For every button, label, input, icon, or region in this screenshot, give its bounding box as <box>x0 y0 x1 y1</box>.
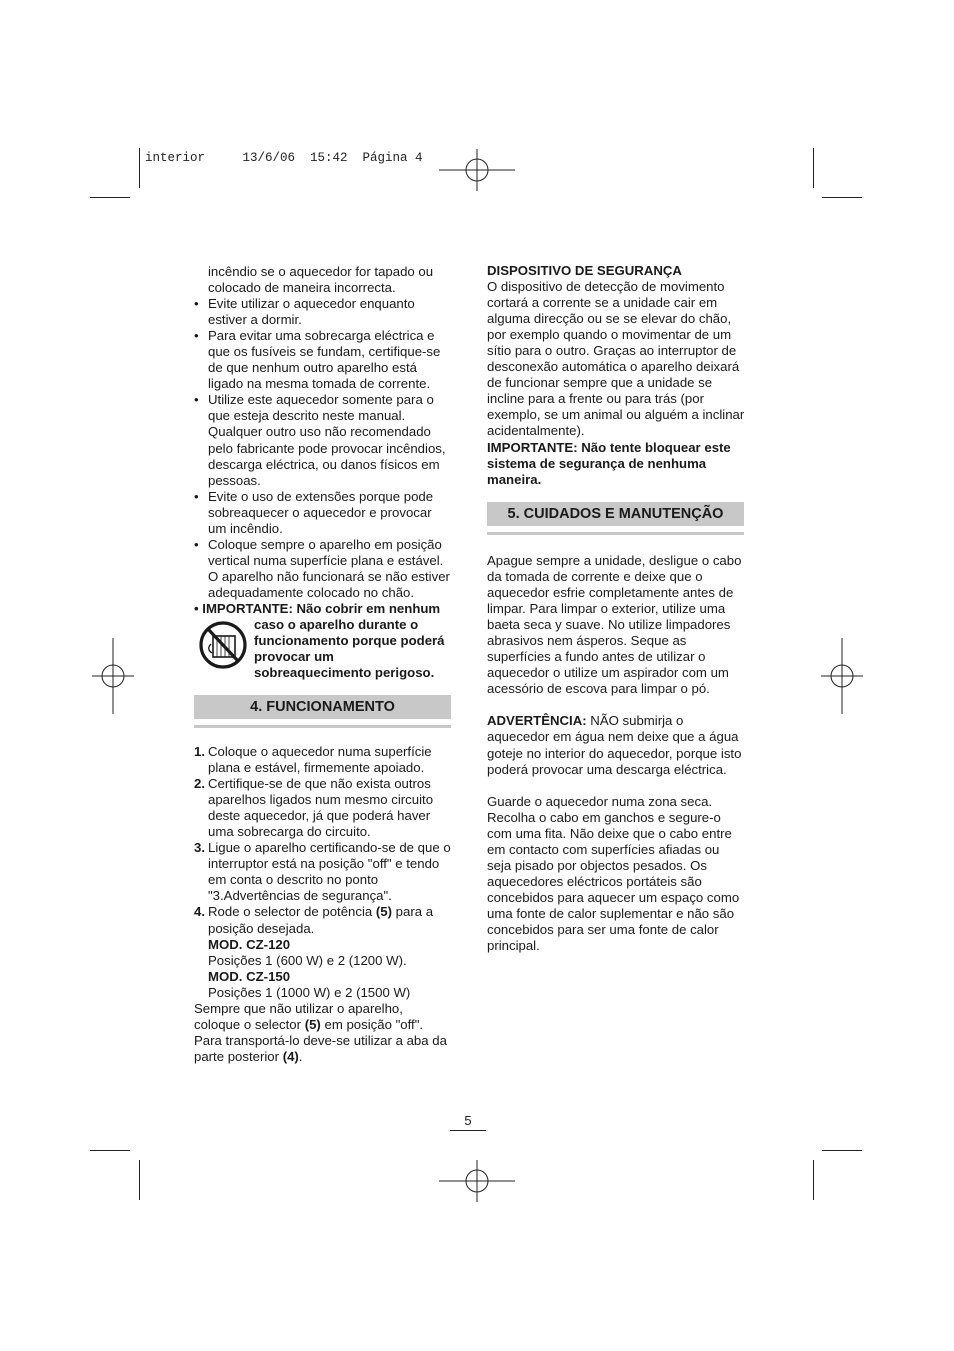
registration-mark-top <box>437 149 517 191</box>
text-line: caso o aparelho durante o <box>254 617 419 633</box>
text-line: sobreaquecer o aquecedor e provocar <box>208 504 432 520</box>
step-number: 1. <box>194 744 205 759</box>
text-line: de que nenhum outro aparelho está <box>208 360 417 376</box>
text-line: concebidos para ser uma fonte de calor <box>487 921 719 937</box>
registration-mark-bottom <box>437 1160 517 1202</box>
crop-mark <box>139 1160 140 1200</box>
text-line: incline para a frente ou para trás (por <box>487 391 704 407</box>
text-line: pessoas. <box>208 472 261 488</box>
text-line: cortará a corrente se a unidade cair em <box>487 295 718 311</box>
text-line: por exemplo quando o movimentar de um <box>487 327 732 343</box>
list-item <box>194 489 456 537</box>
text-line: em contacto com superfícies afiadas ou <box>487 841 720 857</box>
text-line: principal. <box>487 938 540 954</box>
text-line: • Para evitar uma sobrecarga eléctrica e <box>208 328 435 344</box>
text-line: aquecedores eléctricos portáteis são <box>487 873 702 889</box>
step-number: 4. <box>194 904 205 920</box>
crop-mark <box>822 1150 862 1151</box>
text-line: maneira. <box>487 471 542 487</box>
text-line: sobreaquecimento perigoso. <box>254 665 435 681</box>
text-line: plana e estável, firmemente apoiado. <box>208 760 425 776</box>
text-line: superfícies a fundo antes de utilizar o <box>487 649 706 665</box>
section-5-rule <box>487 532 744 535</box>
text-line: IMPORTANTE: Não tente bloquear este <box>487 439 731 455</box>
text-line: aparelhos ligados num mesmo circuito <box>208 792 434 808</box>
step-number: 3. <box>194 840 205 856</box>
text-line: Sempre que não utilizar o aparelho, <box>194 1000 403 1016</box>
text-line: • Coloque sempre o aparelho em posição <box>208 536 442 552</box>
subsection-heading: DISPOSITIVO DE SEGURANÇA <box>487 263 682 278</box>
text-line: em conta o descrito no ponto <box>208 872 379 888</box>
text-line: Certifique-se de que não exista outros <box>208 776 431 792</box>
text-line: pelo fabricante pode provocar incêndios, <box>208 440 446 456</box>
text-line: colocado de maneira incorrecta. <box>208 280 396 296</box>
text-line: posição desejada. <box>208 920 315 936</box>
text-line: goteje no interior do aquecedor, porque isto <box>487 745 742 761</box>
text-line: um incêndio. <box>208 520 283 536</box>
text-line: vertical numa superfície plana e estável. <box>208 552 444 568</box>
text-line: interruptor está na posição "off" e tendo <box>208 856 440 872</box>
text-line: Posições 1 (1000 W) e 2 (1500 W) <box>208 984 411 1000</box>
text-line: sistema de segurança de nenhuma <box>487 455 707 471</box>
left-column <box>194 264 456 681</box>
text-line: adequadamente colocado no chão. <box>208 584 415 600</box>
list-item <box>194 296 456 328</box>
text-line: • Evite utilizar o aquecedor enquanto <box>208 296 415 312</box>
list-item <box>194 392 456 488</box>
text-line: seja pisado por objectos pesados. Os <box>487 857 707 873</box>
text-line: Coloque o aquecedor numa superfície <box>208 744 432 759</box>
right-column-care <box>487 553 749 954</box>
crop-mark <box>90 1150 130 1151</box>
text-line: da tomada de corrente e deixe que o <box>487 569 703 585</box>
text-line: descarga eléctrica, ou danos físicos em <box>208 456 440 472</box>
text-line: exemplo, se um animal ou alguém a inclinar <box>487 407 745 423</box>
crop-mark <box>139 148 140 188</box>
text-line: aquecedor o utilize um aspirador com um <box>487 665 729 681</box>
text-line: provocar um <box>254 649 334 665</box>
right-column-safety <box>487 263 749 488</box>
text-line: O aparelho não funcionará se não estiver <box>208 568 450 584</box>
text-line: "3.Advertências de segurança". <box>208 888 392 904</box>
section-5-heading: 5. CUIDADOS E MANUTENÇÃO <box>487 502 744 526</box>
numbered-step <box>194 776 456 840</box>
text-line: O dispositivo de detecção de movimento <box>487 279 725 295</box>
registration-mark-left <box>92 636 134 716</box>
text-line: acessório de escova para limpar o pó. <box>487 681 710 697</box>
text-line: Ligue o aparelho certificando-se de que o <box>208 840 451 856</box>
text-line: Posições 1 (600 W) e 2 (1200 W). <box>208 952 407 968</box>
text-line: sítio para o outro. Graças ao interruptor de <box>487 343 737 359</box>
text-line: Rode o selector de potência (5) para a <box>208 904 434 920</box>
text-line: aquecedor em água nem deixe que a água <box>487 729 739 745</box>
text-line: estiver a dormir. <box>208 312 302 328</box>
text-line: Guarde o aquecedor numa zona seca. <box>487 793 713 809</box>
print-slug: interior 13/6/06 15:42 Página 4 <box>145 151 423 165</box>
crop-mark <box>813 1160 814 1200</box>
text-line: coloque o selector (5) em posição "off". <box>194 1016 424 1032</box>
text-line: ligado na mesma tomada de corrente. <box>208 376 431 392</box>
section-4-rule <box>194 725 451 728</box>
text-line: incêndio se o aquecedor for tapado ou <box>208 264 434 279</box>
step-number: 2. <box>194 776 205 792</box>
text-line: abrasivos nem ásperos. Seque as <box>487 633 687 649</box>
crop-mark <box>813 148 814 188</box>
text-line: • Utilize este aquecedor somente para o <box>208 392 434 408</box>
model-label: MOD. CZ-120 <box>208 936 291 952</box>
text-line: que esteja descrito neste manual. <box>208 408 406 424</box>
section-4-heading: 4. FUNCIONAMENTO <box>194 695 451 719</box>
text-line: limpar. Para limpar o exterior, utilize uma <box>487 601 726 617</box>
text-line: Para transportá-lo deve-se utilizar a aba da <box>194 1032 447 1048</box>
page-number: 5 <box>464 1113 472 1128</box>
text-line: acidentalmente). <box>487 423 585 439</box>
text-line: que os fusíveis se fundam, certifique-se <box>208 344 441 360</box>
do-not-cover-icon <box>198 620 248 670</box>
crop-mark <box>822 197 862 198</box>
warning-line: ADVERTÊNCIA: NÃO submirja o <box>487 713 684 729</box>
text-line: concebidos para aquecer um espaço como <box>487 889 740 905</box>
left-column-steps <box>194 744 456 1065</box>
list-item <box>194 537 456 601</box>
text-line: uma fonte de calor suplementar e não são <box>487 905 735 921</box>
text-line: Apague sempre a unidade, desligue o cabo <box>487 553 742 568</box>
page-number-rule <box>450 1130 486 1131</box>
numbered-step <box>194 840 456 904</box>
text-line: • Evite o uso de extensões porque pode <box>208 488 434 504</box>
model-label: MOD. CZ-150 <box>208 968 291 984</box>
registration-mark-right <box>821 636 863 716</box>
text-line: aquecedor esfrie completamente antes de <box>487 585 734 601</box>
numbered-step <box>194 904 456 1000</box>
text-line: baeta seca y suave. No utilize limpadores <box>487 617 731 633</box>
text-line: deste aquecedor, já que poderá haver <box>208 808 431 824</box>
text-line: parte posterior (4). <box>194 1048 303 1064</box>
text-line: com uma fita. Não deixe que o cabo entre <box>487 825 732 841</box>
important-warning-lead: • IMPORTANTE: Não cobrir em nenhum <box>194 600 441 616</box>
text-line: de funcionar sempre que a unidade se <box>487 375 713 391</box>
text-line: funcionamento porque poderá <box>254 633 445 649</box>
text-line: alguma direcção ou se se elevar do chão, <box>487 311 732 327</box>
text-line: Recolha o cabo em ganchos e segure-o <box>487 809 721 825</box>
text-line: poderá provocar uma descarga eléctrica. <box>487 761 727 777</box>
text-line: Qualquer outro uso não recomendado <box>208 424 431 440</box>
text-line: desconexão automática o aparelho deixará <box>487 359 740 375</box>
list-item <box>194 328 456 392</box>
crop-mark <box>90 197 130 198</box>
text-line: uma sobrecarga do circuito. <box>208 824 371 840</box>
numbered-step <box>194 744 456 776</box>
